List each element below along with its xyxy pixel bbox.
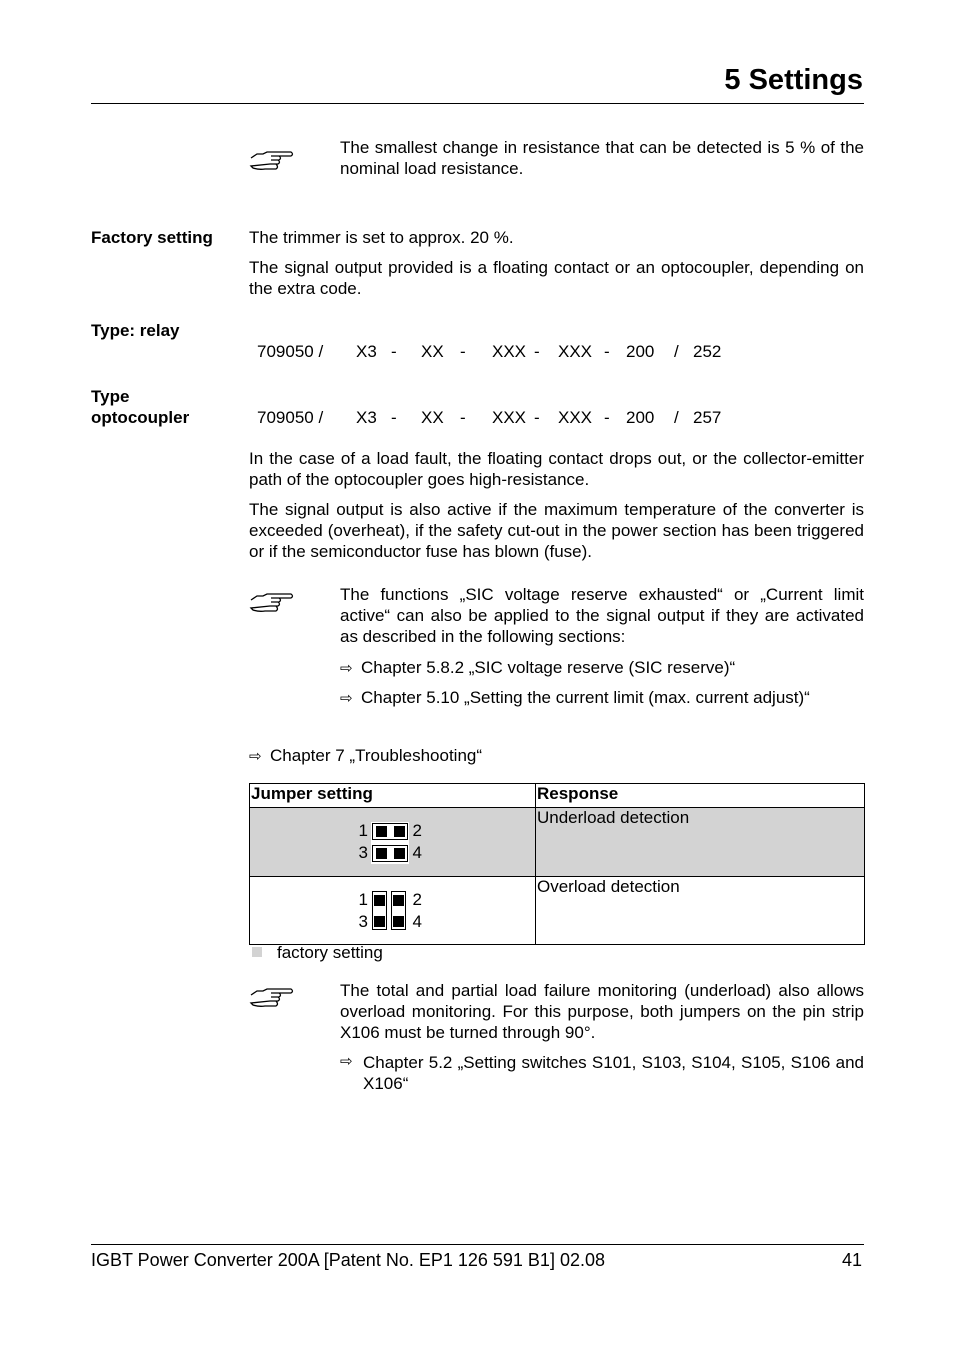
load-fault-paragraph: In the case of a load fault, the floating contact drops out, or the collector-emitter path of the optocoupler goes high-resistance.	[249, 449, 864, 489]
code-part: -	[534, 342, 540, 361]
code-part: XXX	[492, 342, 527, 361]
jumper-horizontal	[353, 821, 433, 867]
legend-swatch	[252, 947, 262, 957]
header-rule	[91, 103, 864, 104]
code-part: -	[534, 408, 540, 427]
note-overload: The total and partial load failure monitoring (underload) also allows overload monitoring. For this purpose, both jumpers on the pin strip X106 must be turned through 90°.	[340, 981, 864, 1042]
header-jumper-setting: Jumper setting	[250, 784, 536, 808]
code-part: XX	[421, 342, 444, 361]
pointing-hand-icon	[249, 148, 295, 176]
table-row	[250, 877, 865, 945]
relay-order-code	[249, 342, 869, 364]
pin-label: 3	[358, 912, 368, 931]
jumper-table	[249, 783, 865, 945]
page-number: 41	[841, 1250, 862, 1270]
code-part: -	[460, 408, 466, 427]
outline-arrow-right-icon: ⇨	[249, 748, 262, 765]
signal-output-text: The signal output provided is a floating contact or an optocoupler, depending on the extra code.	[249, 258, 864, 298]
code-part: 200	[626, 408, 655, 427]
code-part: 200	[626, 342, 655, 361]
response-cell: Underload detection	[536, 808, 865, 877]
footer-text: IGBT Power Converter 200A [Patent No. EP1 126 591 B1] 02.08	[91, 1250, 605, 1270]
code-part: 252	[693, 342, 722, 361]
code-part: -	[391, 342, 397, 361]
code-part: /	[674, 342, 679, 361]
note-functions: The functions „SIC voltage reserve exhausted“ or „Current limit active“ can also be applied to the signal output if they are activated as described in the following sections:	[340, 585, 864, 646]
code-part: -	[391, 408, 397, 427]
outline-arrow-right-icon: ⇨	[340, 690, 353, 707]
pin-label: 1	[358, 890, 368, 909]
code-part: XXX	[492, 408, 527, 427]
code-part: -	[604, 342, 610, 361]
page-title: 5 Settings	[724, 64, 863, 96]
jumper-cell	[250, 877, 536, 945]
code-part: 709050 /	[257, 342, 324, 361]
code-part: X3	[356, 408, 377, 427]
label-line: optocoupler	[91, 408, 190, 427]
factory-setting-label: Factory setting	[91, 228, 213, 247]
footer-rule	[91, 1244, 864, 1245]
type-optocoupler-label	[91, 386, 189, 428]
pin-label: 3	[358, 843, 368, 862]
pin-label: 4	[412, 912, 422, 931]
jumper-cell	[250, 808, 536, 877]
link-text: Chapter 5.2 „Setting switches S101, S103, S104, S105, S106 and X106“	[363, 1053, 864, 1093]
label-line: Type	[91, 387, 130, 406]
code-part: XX	[421, 408, 444, 427]
factory-setting-text: The trimmer is set to approx. 20 %.	[249, 228, 514, 247]
code-part: -	[604, 408, 610, 427]
outline-arrow-right-icon: ⇨	[340, 1053, 353, 1070]
optocoupler-order-code	[249, 408, 869, 430]
link-sic-reserve[interactable]	[340, 657, 735, 678]
header-response: Response	[536, 784, 865, 808]
link-text: Chapter 7 „Troubleshooting“	[270, 746, 483, 765]
pin-label: 2	[412, 890, 422, 909]
code-part: /	[674, 408, 679, 427]
outline-arrow-right-icon: ⇨	[340, 660, 353, 677]
code-part: X3	[356, 342, 377, 361]
code-part: XXX	[558, 342, 593, 361]
response-cell: Overload detection	[536, 877, 865, 945]
legend-label: factory setting	[277, 943, 383, 962]
pin-label: 2	[412, 821, 422, 840]
pointing-hand-icon	[249, 590, 295, 618]
link-troubleshooting[interactable]	[249, 745, 482, 766]
link-text: Chapter 5.10 „Setting the current limit (max. current adjust)“	[361, 688, 810, 707]
signal-active-paragraph: The signal output is also active if the maximum temperature of the converter is exceeded (overheat), if the safety cut-out in the power section has been triggered or if the semiconductor fuse has blown (fuse).	[249, 500, 864, 561]
code-part: 257	[693, 408, 722, 427]
note-resistance: The smallest change in resistance that can be detected is 5 % of the nominal load resistance.	[340, 138, 864, 178]
link-current-limit[interactable]	[340, 687, 810, 708]
pin-label: 4	[412, 843, 422, 862]
code-part: -	[460, 342, 466, 361]
code-part: XXX	[558, 408, 593, 427]
table-row	[250, 808, 865, 877]
pin-label: 1	[358, 821, 368, 840]
link-text: Chapter 5.8.2 „SIC voltage reserve (SIC reserve)“	[361, 658, 736, 677]
pointing-hand-icon	[249, 985, 295, 1013]
type-relay-label: Type: relay	[91, 321, 180, 340]
code-part: 709050 /	[257, 408, 324, 427]
jumper-vertical	[353, 890, 433, 936]
link-switches[interactable]	[340, 1052, 864, 1094]
